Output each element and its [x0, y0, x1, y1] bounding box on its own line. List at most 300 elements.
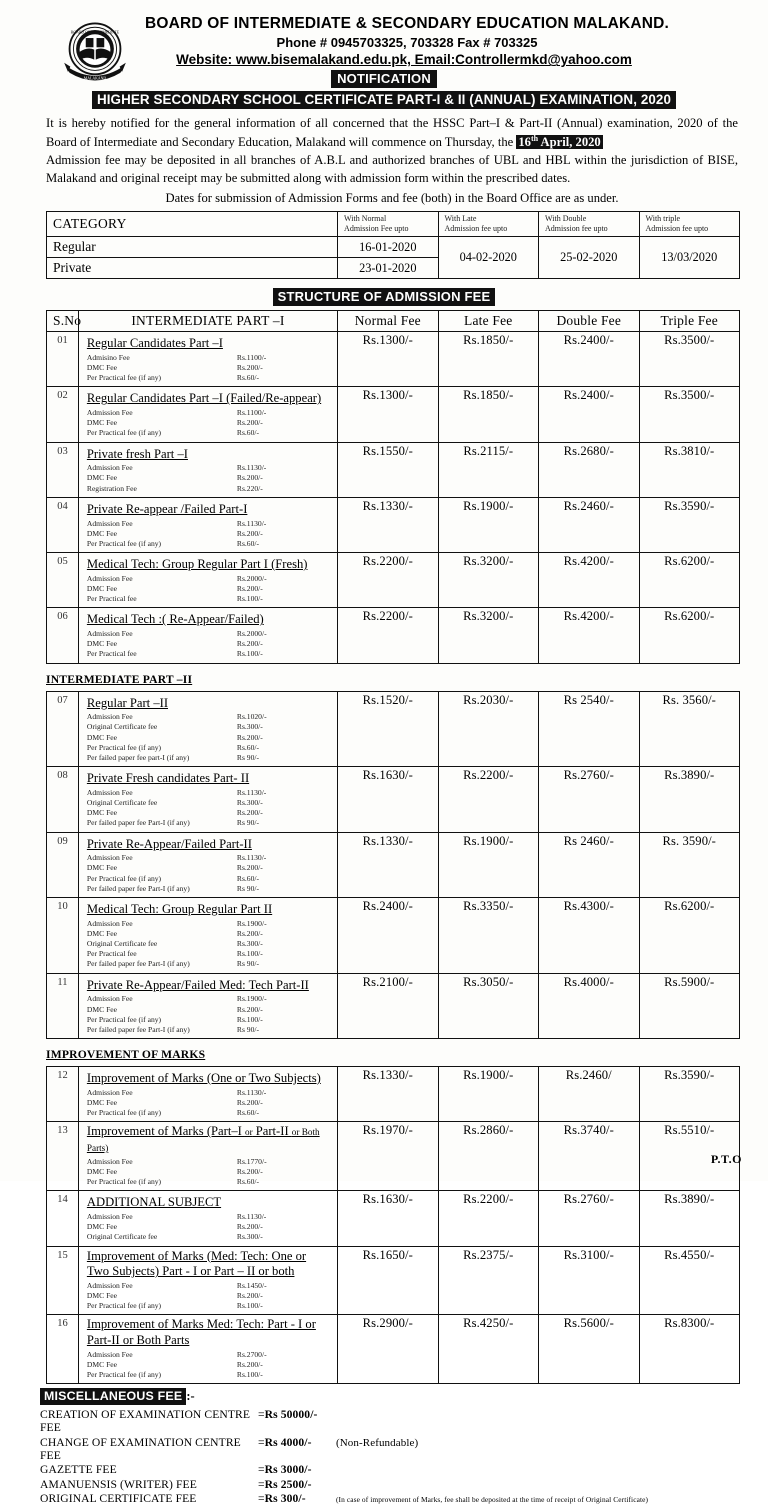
fee-item-title: Medical Tech: Group Regular Part II	[86, 902, 273, 916]
fee-triple-amount: Rs.3890/-	[639, 767, 740, 832]
fee-breakdown-label: Admission Fee	[86, 1280, 133, 1290]
fee-breakdown-label: Admission Fee	[86, 994, 133, 1004]
fee-breakdown-value: Rs.200/-	[236, 1291, 263, 1301]
miscellaneous-fee-title: MISCELLANEOUS FEE	[40, 1388, 186, 1405]
category-name-regular: Regular	[47, 237, 338, 258]
fee-breakdown-list	[87, 463, 331, 494]
fee-column-header-1: INTERMEDIATE PART –I	[78, 311, 337, 332]
miscellaneous-fee-section	[0, 1384, 768, 1507]
misc-fee-note	[336, 1478, 648, 1493]
fee-triple-amount: Rs.8300/-	[639, 1315, 740, 1384]
fee-late-amount: Rs.2860/-	[438, 1122, 538, 1191]
date-ordinal-suffix: th	[530, 133, 539, 143]
fee-breakdown-label: DMC Fee	[86, 1166, 118, 1176]
fee-double-amount: Rs.4000/-	[539, 973, 639, 1038]
fee-breakdown-label: Per Practical fee (if any)	[86, 1177, 162, 1187]
fee-breakdown-label: Original Certificate fee	[86, 1232, 158, 1242]
list-item	[87, 919, 331, 929]
fee-breakdown-value: Rs.2000/-	[236, 629, 267, 639]
fee-item-title: Medical Tech :( Re-Appear/Failed)	[86, 612, 264, 627]
category-header-label: CATEGORY	[53, 216, 127, 232]
list-item	[87, 473, 331, 483]
misc-fee-note	[336, 1463, 648, 1478]
fee-breakdown-value: Rs.220/-	[236, 483, 263, 493]
list-item	[87, 1281, 331, 1291]
fee-normal-amount: Rs.1300/-	[338, 332, 438, 387]
fee-breakdown-list	[87, 853, 331, 894]
fee-double-amount: Rs.2760/-	[539, 1191, 639, 1246]
pto-marker: P.T.O	[710, 1152, 742, 1166]
fee-double-amount: Rs.3740/-	[539, 1122, 639, 1191]
fee-breakdown-label: Admission Fee	[86, 1349, 133, 1359]
commencement-date-highlight	[516, 135, 602, 149]
misc-fee-name: ORIGINAL CERTIFICATE FEE	[40, 1492, 197, 1506]
fee-breakdown-list	[87, 629, 331, 660]
fee-row-description	[78, 608, 337, 663]
list-item	[87, 529, 331, 539]
fee-breakdown-value: Rs.1130/-	[236, 787, 267, 797]
category-header-cell	[47, 212, 338, 237]
fee-normal-amount: Rs.1330/-	[338, 497, 438, 552]
misc-fee-name: CHANGE OF EXAMINATION CENTRE FEE	[40, 1435, 241, 1462]
list-item	[87, 584, 331, 594]
fee-item-title: Private Re-Appear/Failed Part-II	[86, 836, 252, 851]
list-item	[87, 853, 331, 863]
fee-breakdown-label: Admission Fee	[86, 629, 133, 639]
fee-item-title: Improvement of Marks Med: Tech: Part - I or Part-II or Both Parts	[86, 1317, 316, 1348]
fee-item-title: ADDITIONAL SUBJECT	[86, 1195, 222, 1210]
fee-late-amount: Rs.2030/-	[438, 691, 538, 767]
fee-breakdown-list	[87, 1281, 331, 1312]
fee-table-header-row	[47, 311, 740, 332]
list-item	[87, 733, 331, 743]
notification-body	[0, 109, 768, 187]
fee-breakdown-value: Rs.100/-	[236, 1370, 263, 1380]
table-row	[47, 387, 740, 442]
exam-title: HIGHER SECONDARY SCHOOL CERTIFICATE PART-I & II (ANNUAL) EXAMINATION, 2020	[92, 91, 676, 109]
fee-column-header-3: Late Fee	[438, 311, 538, 332]
triple-header-line1: With triple	[645, 214, 681, 224]
list-item	[87, 1301, 331, 1311]
list-item	[87, 1177, 331, 1187]
list-item	[87, 418, 331, 428]
list-item	[87, 722, 331, 732]
fee-row-description	[78, 332, 337, 387]
fee-late-amount: Rs.4250/-	[438, 1315, 538, 1384]
misc-fee-row	[40, 1492, 648, 1507]
list-item	[87, 1370, 331, 1380]
fee-breakdown-label: Per failed paper fee Part-I (if any)	[86, 818, 190, 828]
fee-row-serial: 07	[47, 691, 79, 767]
list-item	[87, 1291, 331, 1301]
fee-row-serial: 09	[47, 832, 79, 897]
fee-breakdown-value: Rs.1020/-	[236, 712, 267, 722]
fee-breakdown-value: Rs.2700/-	[236, 1349, 267, 1359]
dates-instruction-line: Dates for submission of Admission Forms and fee (both) in the Board Office are as under.	[165, 191, 619, 206]
fee-normal-amount: Rs.1330/-	[338, 1067, 438, 1122]
fee-section-heading: IMPROVEMENT OF MARKS	[46, 1048, 206, 1062]
fee-row-serial: 16	[47, 1315, 79, 1384]
fee-item-title: Private Re-appear /Failed Part-I	[86, 501, 248, 516]
fee-breakdown-label: Per Practical fee (if any)	[86, 428, 162, 438]
fee-breakdown-label: DMC Fee	[86, 639, 118, 649]
list-item	[87, 574, 331, 584]
fee-breakdown-label: Admission Fee	[86, 712, 133, 722]
fee-triple-amount: Rs. 3560/-	[639, 691, 740, 767]
list-item	[87, 929, 331, 939]
fee-double-amount: Rs.2400/-	[539, 332, 639, 387]
fee-breakdown-value: Rs.200/-	[236, 928, 263, 938]
fee-structure-container	[0, 306, 768, 1384]
list-item	[87, 959, 331, 969]
fee-breakdown-label: Per Practical fee (if any)	[86, 373, 162, 383]
merged-triple-date: 13/03/2020	[639, 237, 740, 279]
table-row	[47, 1315, 740, 1384]
misc-fee-row	[40, 1436, 648, 1464]
list-item	[87, 753, 331, 763]
fee-breakdown-label: DMC Fee	[86, 362, 118, 372]
misc-fee-row	[40, 1408, 648, 1436]
exam-title-banner-wrap	[28, 91, 740, 109]
misc-fee-value: =Rs 300/-	[258, 1492, 306, 1506]
fee-breakdown-value: Rs.200/-	[236, 863, 263, 873]
fee-breakdown-label: Admission Fee	[86, 787, 133, 797]
misc-fee-value: =Rs 50000/-	[258, 1408, 318, 1422]
merged-double-date: 25-02-2020	[539, 237, 639, 279]
fee-late-amount: Rs.1850/-	[438, 387, 538, 442]
fee-breakdown-list	[87, 1350, 331, 1381]
fee-row-serial: 12	[47, 1067, 79, 1122]
fee-breakdown-value: Rs.1900/-	[236, 994, 267, 1004]
fee-breakdown-value: Rs.200/-	[236, 362, 263, 372]
fee-breakdown-label: DMC Fee	[86, 418, 118, 428]
fee-breakdown-value: Rs.60/-	[236, 373, 260, 383]
misc-fee-name: CREATION OF EXAMINATION CENTRE FEE	[40, 1408, 251, 1435]
fee-breakdown-value: Rs.300/-	[236, 939, 263, 949]
fee-breakdown-value: Rs 90/-	[236, 1024, 260, 1034]
fee-breakdown-value: Rs 90/-	[236, 959, 260, 969]
fee-item-title: Private fresh Part –I	[86, 446, 188, 461]
fee-normal-amount: Rs.2200/-	[338, 608, 438, 663]
table-row	[47, 497, 740, 552]
fee-breakdown-label: Admission Fee	[86, 463, 133, 473]
list-item	[87, 1015, 331, 1025]
fee-breakdown-label: DMC Fee	[86, 1291, 118, 1301]
fee-breakdown-value: Rs.100/-	[236, 1014, 263, 1024]
fee-double-amount: Rs.5600/-	[539, 1315, 639, 1384]
fee-row-description	[78, 767, 337, 832]
fee-breakdown-list	[87, 994, 331, 1035]
fee-breakdown-label: Admission Fee	[86, 1087, 133, 1097]
fee-breakdown-value: Rs.60/-	[236, 873, 260, 883]
fee-breakdown-value: Rs.1900/-	[236, 918, 267, 928]
fee-row-serial: 01	[47, 332, 79, 387]
fee-breakdown-value: Rs.1130/-	[236, 1211, 267, 1221]
bise-malakand-seal-icon	[56, 18, 134, 92]
misc-fee-row	[40, 1463, 648, 1478]
list-item	[87, 428, 331, 438]
list-item	[87, 373, 331, 383]
fee-row-description	[78, 1315, 337, 1384]
fee-row-description	[78, 1191, 337, 1246]
fee-late-amount: Rs.1900/-	[438, 1067, 538, 1122]
fee-breakdown-label: Per Practical fee (if any)	[86, 873, 162, 883]
fee-breakdown-label: Per failed paper fee Part-I (if any)	[86, 959, 190, 969]
late-fee-header-cell	[438, 212, 538, 237]
fee-breakdown-list	[87, 788, 331, 829]
fee-breakdown-label: Admission Fee	[86, 918, 133, 928]
fee-row-description	[78, 1246, 337, 1315]
fee-row-serial: 03	[47, 442, 79, 497]
fee-breakdown-value: Rs.60/-	[236, 428, 260, 438]
fee-breakdown-value: Rs.100/-	[236, 1301, 263, 1311]
fee-breakdown-value: Rs.1450/-	[236, 1280, 267, 1290]
fee-breakdown-label: Admisino Fee	[86, 352, 130, 362]
fee-item-title: Regular Candidates Part –I (Failed/Re-appear)	[86, 391, 322, 406]
fee-row-description	[78, 691, 337, 767]
list-item	[87, 463, 331, 473]
date-day: 16	[518, 134, 531, 149]
fee-normal-amount: Rs.1300/-	[338, 387, 438, 442]
fee-late-amount: Rs.1850/-	[438, 332, 538, 387]
fee-row-serial: 15	[47, 1246, 79, 1315]
fee-normal-amount: Rs.1630/-	[338, 1191, 438, 1246]
fee-row-description	[78, 973, 337, 1038]
fee-normal-amount: Rs.1630/-	[338, 767, 438, 832]
late-header-line1: With Late	[444, 214, 477, 224]
misc-fee-name: GAZETTE FEE	[40, 1463, 117, 1477]
fee-breakdown-value: Rs.200/-	[236, 1004, 263, 1014]
list-item	[87, 1108, 331, 1118]
list-item	[87, 649, 331, 659]
fee-breakdown-label: DMC Fee	[86, 583, 118, 593]
list-item	[87, 1212, 331, 1222]
table-row	[47, 832, 740, 897]
fee-breakdown-label: Admission Fee	[86, 1156, 133, 1166]
list-item	[87, 353, 331, 363]
fee-breakdown-value: Rs.60/-	[236, 1177, 260, 1187]
list-item	[87, 363, 331, 373]
fee-item-title: Improvement of Marks (Med: Tech: One or Two Subjects) Part - I or Part – II or both	[86, 1248, 307, 1279]
fee-normal-amount: Rs.2400/-	[338, 898, 438, 974]
fee-late-amount: Rs.1900/-	[438, 832, 538, 897]
list-item	[87, 939, 331, 949]
fee-breakdown-label: DMC Fee	[86, 1097, 118, 1107]
late-header-line2: Admission fee upto	[444, 224, 508, 234]
fee-breakdown-label: Registration Fee	[86, 483, 137, 493]
fee-late-amount: Rs.1900/-	[438, 497, 538, 552]
list-item	[87, 818, 331, 828]
fee-breakdown-list	[87, 1157, 331, 1188]
fee-column-header-4: Double Fee	[539, 311, 639, 332]
fee-triple-amount: Rs.3810/-	[639, 442, 740, 497]
fee-breakdown-label: Per failed paper fee part-I (if any)	[86, 752, 190, 762]
fee-row-serial: 08	[47, 767, 79, 832]
misc-fee-note: (In case of improvement of Marks, fee shall be deposited at the time of receipt of Original Certificate)	[336, 1495, 649, 1505]
table-row	[47, 973, 740, 1038]
list-item	[87, 1025, 331, 1035]
list-item	[87, 863, 331, 873]
list-item	[87, 519, 331, 529]
table-row	[47, 237, 740, 258]
fee-breakdown-list	[87, 1212, 331, 1243]
list-item	[87, 994, 331, 1004]
fee-item-title: Medical Tech: Group Regular Part I (Fresh)	[86, 557, 308, 572]
triple-header-line2: Admission fee upto	[645, 224, 709, 234]
fee-breakdown-value: Rs.300/-	[236, 722, 263, 732]
list-item	[87, 594, 331, 604]
fee-breakdown-value: Rs.200/-	[236, 418, 263, 428]
table-row	[47, 332, 740, 387]
fee-triple-amount: Rs.3500/-	[639, 332, 740, 387]
fee-breakdown-value: Rs 90/-	[236, 883, 260, 893]
double-header-line2: Admission fee upto	[545, 224, 608, 234]
fee-breakdown-label: Admission Fee	[86, 573, 133, 583]
fee-row-serial: 14	[47, 1191, 79, 1246]
fee-triple-amount: Rs.6200/-	[639, 608, 740, 663]
list-item	[87, 408, 331, 418]
fee-late-amount: Rs.2200/-	[438, 767, 538, 832]
fee-row-serial: 13	[47, 1122, 79, 1191]
miscellaneous-fee-table	[40, 1408, 648, 1507]
list-item	[87, 1167, 331, 1177]
fee-late-amount: Rs.3200/-	[438, 553, 538, 608]
table-row	[47, 1246, 740, 1315]
document-header	[0, 0, 768, 109]
list-item	[87, 798, 331, 808]
fee-row-description	[78, 898, 337, 974]
list-item	[87, 788, 331, 798]
fee-item-title: Private Re-Appear/Failed Med: Tech Part-II	[86, 977, 309, 992]
category-table-header-row	[47, 212, 740, 237]
fee-normal-amount: Rs.1330/-	[338, 832, 438, 897]
table-row	[47, 1191, 740, 1246]
org-title: BOARD OF INTERMEDIATE & SECONDARY EDUCATION MALAKAND.	[144, 15, 670, 32]
fee-late-amount: Rs.2115/-	[438, 442, 538, 497]
fee-item-title: Improvement of Marks (Part–I or Part-II or Both Parts)	[86, 1124, 320, 1153]
fee-breakdown-value: Rs.200/-	[236, 639, 263, 649]
fee-triple-amount: Rs.6200/-	[639, 898, 740, 974]
fee-breakdown-value: Rs.300/-	[236, 1232, 263, 1242]
fee-breakdown-label: Per Practical fee (if any)	[86, 1301, 162, 1311]
fee-row-serial: 10	[47, 898, 79, 974]
structure-title-wrap	[0, 288, 768, 306]
fee-breakdown-label: Original Certificate fee	[86, 798, 158, 808]
fee-breakdown-label: Per Practical fee	[86, 649, 137, 659]
fee-row-serial: 02	[47, 387, 79, 442]
category-name-private: Private	[47, 258, 338, 279]
fee-table-wrap	[0, 687, 768, 1039]
fee-breakdown-label: Original Certificate fee	[86, 939, 158, 949]
list-item	[87, 743, 331, 753]
fee-breakdown-label: DMC Fee	[86, 1360, 118, 1370]
misc-fee-note: (Non-Refundable)	[336, 1436, 419, 1449]
fee-breakdown-value: Rs.2000/-	[236, 573, 267, 583]
table-row	[47, 691, 740, 767]
fee-breakdown-label: Admission Fee	[86, 518, 133, 528]
fee-double-amount: Rs.2460/	[539, 1067, 639, 1122]
fee-row-description	[78, 832, 337, 897]
fee-breakdown-value: Rs.200/-	[236, 1166, 263, 1176]
miscellaneous-fee-title-suffix: :-	[186, 1389, 195, 1404]
website-email-line: Website: www.bisemalakand.edu.pk, Email:Controllermkd@yahoo.com	[176, 52, 632, 68]
table-row	[47, 898, 740, 974]
table-row	[47, 1122, 740, 1191]
merged-late-date: 04-02-2020	[438, 237, 538, 279]
normal-fee-header-cell	[338, 212, 438, 237]
fee-breakdown-label: Per Practical fee	[86, 949, 137, 959]
fee-triple-amount: Rs.3500/-	[639, 387, 740, 442]
table-row	[47, 1067, 740, 1122]
fee-breakdown-value: Rs.1100/-	[236, 352, 267, 362]
fee-breakdown-value: Rs.200/-	[236, 528, 263, 538]
fee-breakdown-value: Rs.100/-	[236, 594, 263, 604]
fee-double-amount: Rs.2460/-	[539, 497, 639, 552]
fee-breakdown-label: Per Practical fee (if any)	[86, 742, 162, 752]
structure-of-admission-fee-title: STRUCTURE OF ADMISSION FEE	[273, 288, 496, 306]
fee-breakdown-list	[87, 919, 331, 970]
fee-double-amount: Rs.4300/-	[539, 898, 639, 974]
fee-late-amount: Rs.3200/-	[438, 608, 538, 663]
table-row	[47, 442, 740, 497]
fee-breakdown-value: Rs.200/-	[236, 1222, 263, 1232]
table-row	[47, 767, 740, 832]
list-item	[87, 1232, 331, 1242]
notification-label: NOTIFICATION	[331, 70, 437, 88]
list-item	[87, 874, 331, 884]
list-item	[87, 1350, 331, 1360]
category-table-wrap	[0, 206, 768, 279]
fee-structure-table	[46, 310, 740, 664]
fee-double-amount: Rs.2680/-	[539, 442, 639, 497]
fee-breakdown-list	[87, 519, 331, 550]
fee-row-serial: 06	[47, 608, 79, 663]
fee-late-amount: Rs.3050/-	[438, 973, 538, 1038]
fee-normal-amount: Rs.1520/-	[338, 691, 438, 767]
fee-breakdown-label: Admission Fee	[86, 408, 133, 418]
fee-item-title: Regular Candidates Part –I	[86, 336, 223, 351]
fee-breakdown-value: Rs.200/-	[236, 732, 263, 742]
fee-breakdown-label: Per Practical fee	[86, 594, 137, 604]
category-dates-table	[46, 211, 740, 279]
fee-row-serial: 05	[47, 553, 79, 608]
para1-text-before: It is hereby notified for the general information of all concerned that the HSSC Part–I & Part-II (Annual) examination, 2020 of the Board of Intermediate and Secondary Education, Malakand will commence on Thursday, the	[46, 116, 738, 149]
fee-breakdown-value: Rs.300/-	[236, 798, 263, 808]
fee-breakdown-value: Rs.60/-	[236, 742, 260, 752]
list-item	[87, 539, 331, 549]
fee-triple-amount: Rs.3590/-	[639, 1067, 740, 1122]
fee-structure-table	[46, 1066, 740, 1384]
fee-breakdown-label: Admission Fee	[86, 853, 133, 863]
date-month-year: April, 2020	[538, 134, 601, 149]
fee-column-header-2: Normal Fee	[338, 311, 438, 332]
fee-normal-amount: Rs.1970/-	[338, 1122, 438, 1191]
fee-normal-amount: Rs.1650/-	[338, 1246, 438, 1315]
list-item	[87, 629, 331, 639]
fee-breakdown-value: Rs.1770/-	[236, 1156, 267, 1166]
normal-header-line2: Admission Fee upto	[344, 224, 409, 234]
fee-breakdown-value: Rs.1130/-	[236, 1087, 267, 1097]
fee-column-header-5: Triple Fee	[639, 311, 740, 332]
misc-fee-value: =Rs 3000/-	[258, 1463, 312, 1477]
fee-breakdown-value: Rs.1130/-	[236, 518, 267, 528]
fee-section-heading: INTERMEDIATE PART –II	[46, 672, 193, 686]
regular-normal-date: 16-01-2020	[338, 237, 438, 258]
fee-triple-amount: Rs. 3590/-	[639, 832, 740, 897]
fee-structure-table	[46, 691, 740, 1039]
fee-row-description	[78, 1122, 337, 1191]
fee-breakdown-label: DMC Fee	[86, 732, 118, 742]
